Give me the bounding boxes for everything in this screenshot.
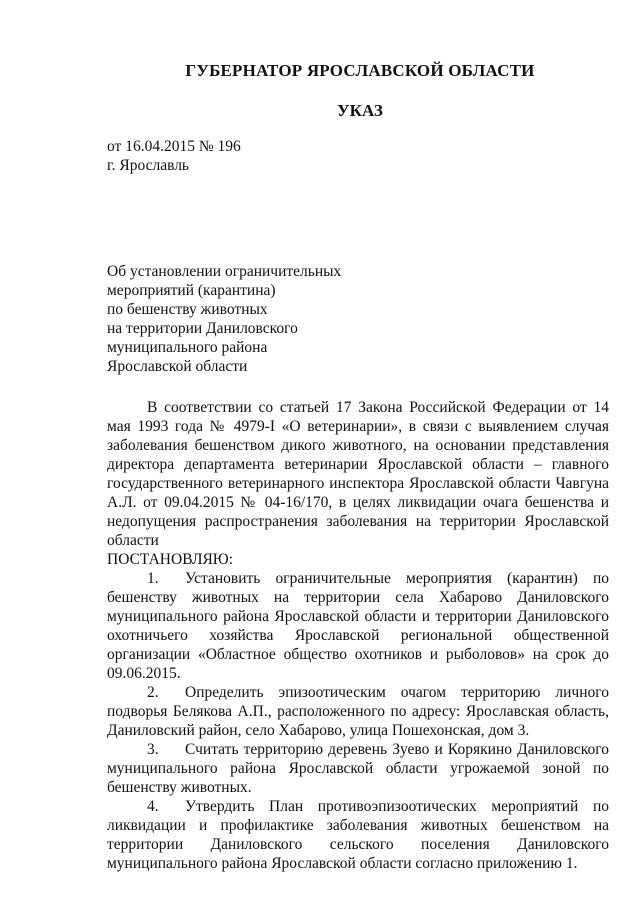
item-number: 4. (147, 798, 159, 815)
date-number-line: от 16.04.2015 № 196 (107, 138, 241, 155)
subject-line: на территории Даниловского (107, 320, 298, 337)
issuer-heading: ГУБЕРНАТОР ЯРОСЛАВСКОЙ ОБЛАСТИ (185, 61, 535, 80)
item-text: Определить эпизоотическим очагом территорию личного подворья Белякова А.П., расположенного по адресу: Ярославская область, Даниловский район, село Хабарово, улица Пошехонская, дом 3. (107, 684, 609, 739)
subject-line: муниципального района (107, 339, 268, 356)
decree-word: ПОСТАНОВЛЯЮ: (107, 551, 234, 568)
item-number: 3. (147, 741, 159, 758)
document-type-heading: УКАЗ (337, 101, 383, 120)
list-item (107, 797, 609, 873)
subject-line: по бешенству животных (107, 301, 268, 318)
subject-line: мероприятий (карантина) (107, 282, 276, 299)
subject-line: Ярославской области (107, 358, 248, 375)
item-text: Считать территорию деревень Зуево и Корякино Даниловского муниципального района Ярославской области угрожаемой зоной по бешенству животных. (107, 741, 609, 796)
subject-line: Об установлении ограничительных (107, 263, 342, 280)
list-item (107, 683, 609, 740)
item-text: Установить ограничительные мероприятия (карантин) по бешенству животных на территории села Хабарово Даниловского муниципального района Ярославской области и территории Даниловского охотничьего хозяйства Ярославской региональной общественной организации «Областное общество охотников и рыболовов» на срок до 09.06.2015. (107, 570, 609, 682)
item-number: 1. (147, 570, 159, 587)
city-line: г. Ярославль (107, 157, 189, 174)
item-number: 2. (147, 684, 159, 701)
document-body (107, 398, 609, 873)
list-item (107, 569, 609, 683)
document-meta (107, 137, 241, 175)
document-subject (107, 262, 341, 376)
item-text: Утвердить План противоэпизоотических мероприятий по ликвидации и профилактике заболевания животных бешенством на территории Даниловского сельского поселения Даниловского муниципального района Ярославской области согласно приложению 1. (107, 798, 609, 872)
list-item (107, 740, 609, 797)
preamble-paragraph: В соответствии со статьей 17 Закона Российской Федерации от 14 мая 1993 года № 4979-I «О ветеринарии», в связи с выявлением случая заболевания бешенством дикого животного, на основании представления директора департамента ветеринарии Ярославской области – главного государственного ветеринарного инспектора Ярославской области Чавгуна А.Л. от 09.04.2015 № 04-16/170, в целях ликвидации очага бешенства и недопущения распространения заболевания на территории Ярославской области (107, 399, 609, 549)
